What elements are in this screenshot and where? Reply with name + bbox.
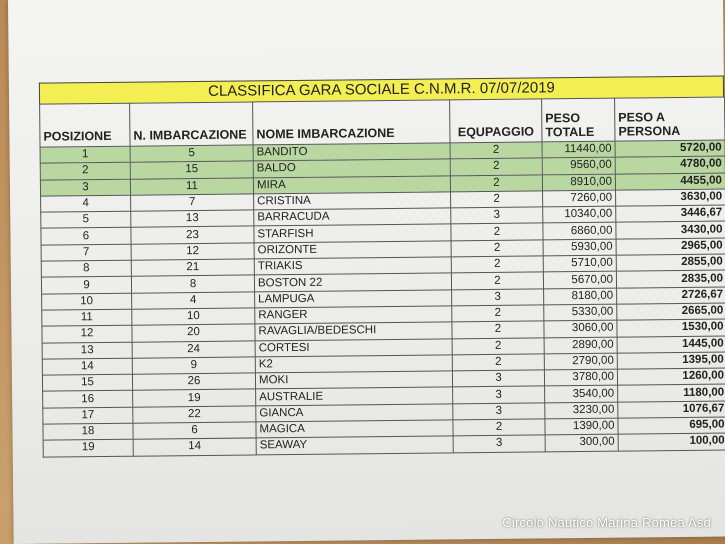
cell-nome-imbarcazione: MAGICA: [256, 420, 453, 438]
cell-n-imbarcazione: 23: [131, 226, 254, 244]
cell-n-imbarcazione: 21: [131, 259, 254, 277]
cell-nome-imbarcazione: RANGER: [255, 306, 452, 324]
cell-equipaggio: 2: [451, 240, 543, 257]
cell-n-imbarcazione: 24: [132, 340, 255, 358]
cell-equipaggio: 3: [453, 403, 545, 420]
header-n-imbarcazione: N. IMBARCAZIONE: [130, 102, 253, 146]
cell-peso-persona: 1395,00: [617, 352, 725, 369]
cell-peso-totale: 5930,00: [543, 239, 616, 256]
header-equipaggio: EQUPAGGIO: [450, 99, 542, 143]
cell-nome-imbarcazione: LAMPUGA: [255, 290, 452, 308]
cell-equipaggio: 2: [450, 158, 542, 175]
cell-equipaggio: 3: [453, 386, 545, 403]
cell-peso-persona: 1530,00: [617, 319, 725, 336]
cell-posizione: 6: [41, 228, 131, 245]
cell-posizione: 13: [42, 342, 132, 359]
cell-peso-totale: 8180,00: [544, 288, 617, 305]
cell-equipaggio: 2: [450, 142, 542, 159]
header-peso-persona: PESO A PERSONA: [615, 97, 725, 141]
cell-peso-persona: 2965,00: [616, 238, 725, 255]
cell-peso-totale: 5670,00: [543, 272, 616, 289]
cell-posizione: 15: [42, 374, 132, 391]
results-table: [39, 96, 725, 457]
cell-peso-persona: 100,00: [618, 433, 725, 450]
header-posizione: POSIZIONE: [40, 103, 130, 147]
cell-peso-persona: 1445,00: [617, 336, 725, 353]
cell-peso-persona: 695,00: [618, 417, 725, 434]
cell-equipaggio: 3: [453, 435, 545, 452]
sheet-title: CLASSIFICA GARA SOCIALE C.N.M.R. 07/07/2019: [39, 76, 724, 104]
cell-posizione: 8: [41, 260, 131, 277]
cell-posizione: 12: [42, 325, 132, 342]
cell-peso-totale: 11440,00: [542, 141, 615, 158]
cell-n-imbarcazione: 12: [131, 243, 254, 261]
cell-posizione: 14: [42, 358, 132, 375]
cell-nome-imbarcazione: K2: [255, 355, 452, 373]
cell-posizione: 5: [41, 211, 131, 228]
cell-n-imbarcazione: 10: [132, 308, 255, 326]
cell-n-imbarcazione: 11: [130, 178, 253, 196]
cell-nome-imbarcazione: STARFISH: [254, 224, 451, 242]
cell-peso-totale: 2790,00: [544, 353, 617, 370]
cell-posizione: 11: [42, 309, 132, 326]
cell-equipaggio: 2: [452, 337, 544, 354]
cell-posizione: 9: [41, 277, 131, 294]
cell-equipaggio: 2: [451, 272, 543, 289]
cell-peso-totale: 7260,00: [543, 190, 616, 207]
cell-posizione: 4: [41, 195, 131, 212]
cell-peso-persona: 2726,67: [617, 287, 725, 304]
cell-equipaggio: 2: [451, 191, 543, 208]
cell-nome-imbarcazione: RAVAGLIA/BEDESCHI: [255, 322, 452, 340]
cell-equipaggio: 2: [452, 354, 544, 371]
cell-nome-imbarcazione: ORIZONTE: [254, 241, 451, 259]
cell-peso-persona: 3446,67: [616, 205, 725, 222]
cell-equipaggio: 2: [453, 419, 545, 436]
cell-equipaggio: 2: [452, 305, 544, 322]
cell-equipaggio: 2: [451, 223, 543, 240]
cell-equipaggio: 2: [451, 256, 543, 273]
cell-peso-persona: 3430,00: [616, 221, 725, 238]
cell-equipaggio: 2: [452, 321, 544, 338]
cell-nome-imbarcazione: SEAWAY: [256, 436, 453, 454]
header-nome-imbarcazione: NOME IMBARCAZIONE: [253, 100, 450, 145]
cell-peso-persona: 2855,00: [616, 254, 725, 271]
cell-peso-totale: 3060,00: [544, 320, 617, 337]
paper-sheet: [8, 0, 725, 544]
cell-nome-imbarcazione: BOSTON 22: [254, 273, 451, 291]
cell-posizione: 1: [40, 146, 130, 163]
cell-nome-imbarcazione: MIRA: [253, 175, 450, 193]
cell-peso-totale: 3230,00: [545, 402, 618, 419]
cell-posizione: 7: [41, 244, 131, 261]
cell-peso-persona: 4455,00: [615, 173, 725, 190]
cell-peso-totale: 10340,00: [543, 206, 616, 223]
cell-posizione: 2: [40, 163, 130, 180]
cell-posizione: 16: [43, 391, 133, 408]
cell-n-imbarcazione: 14: [133, 438, 256, 456]
cell-n-imbarcazione: 7: [131, 194, 254, 212]
cell-posizione: 19: [43, 440, 133, 457]
cell-peso-totale: 1390,00: [545, 418, 618, 435]
cell-peso-totale: 2890,00: [544, 337, 617, 354]
cell-peso-totale: 5710,00: [543, 255, 616, 272]
cell-peso-totale: 3540,00: [545, 386, 618, 403]
cell-peso-totale: 9560,00: [542, 157, 615, 174]
cell-n-imbarcazione: 22: [133, 406, 256, 424]
cell-peso-totale: 3780,00: [544, 369, 617, 386]
cell-n-imbarcazione: 13: [131, 210, 254, 228]
cell-posizione: 3: [40, 179, 130, 196]
cell-peso-persona: 1180,00: [618, 384, 725, 401]
cell-peso-persona: 1260,00: [617, 368, 725, 385]
cell-n-imbarcazione: 19: [133, 389, 256, 407]
cell-equipaggio: 2: [450, 175, 542, 192]
cell-nome-imbarcazione: GIANCA: [256, 404, 453, 422]
cell-equipaggio: 3: [452, 370, 544, 387]
watermark-text: Circolo Nautico Marina Romea Asd: [502, 515, 711, 530]
cell-n-imbarcazione: 20: [132, 324, 255, 342]
results-sheet: [39, 76, 725, 458]
cell-n-imbarcazione: 4: [132, 292, 255, 310]
cell-n-imbarcazione: 26: [132, 373, 255, 391]
cell-n-imbarcazione: 8: [131, 275, 254, 293]
cell-n-imbarcazione: 15: [130, 161, 253, 179]
cell-posizione: 18: [43, 423, 133, 440]
cell-n-imbarcazione: 5: [130, 145, 253, 163]
cell-equipaggio: 3: [452, 289, 544, 306]
cell-nome-imbarcazione: BANDITO: [253, 143, 450, 161]
cell-posizione: 17: [43, 407, 133, 424]
cell-peso-persona: 4780,00: [615, 156, 725, 173]
cell-peso-totale: 8910,00: [542, 174, 615, 191]
cell-peso-persona: 5720,00: [615, 140, 725, 157]
cell-peso-totale: 300,00: [545, 434, 618, 451]
cell-nome-imbarcazione: MOKI: [255, 371, 452, 389]
cell-peso-persona: 3630,00: [616, 189, 725, 206]
cell-nome-imbarcazione: BARRACUDA: [254, 208, 451, 226]
cell-peso-persona: 2835,00: [616, 270, 725, 287]
cell-posizione: 10: [42, 293, 132, 310]
cell-nome-imbarcazione: BALDO: [253, 159, 450, 177]
cell-nome-imbarcazione: TRIAKIS: [254, 257, 451, 275]
table-body: [40, 140, 725, 457]
header-peso-totale: PESO TOTALE: [542, 98, 615, 142]
cell-nome-imbarcazione: AUSTRALIE: [256, 387, 453, 405]
cell-nome-imbarcazione: CORTESI: [255, 338, 452, 356]
cell-nome-imbarcazione: CRISTINA: [254, 192, 451, 210]
cell-peso-totale: 5330,00: [544, 304, 617, 321]
cell-peso-totale: 6860,00: [543, 223, 616, 240]
cell-equipaggio: 3: [451, 207, 543, 224]
cell-n-imbarcazione: 9: [132, 357, 255, 375]
cell-n-imbarcazione: 6: [133, 422, 256, 440]
cell-peso-persona: 2665,00: [617, 303, 725, 320]
cell-peso-persona: 1076,67: [618, 401, 725, 418]
table-header-row: [40, 97, 725, 147]
